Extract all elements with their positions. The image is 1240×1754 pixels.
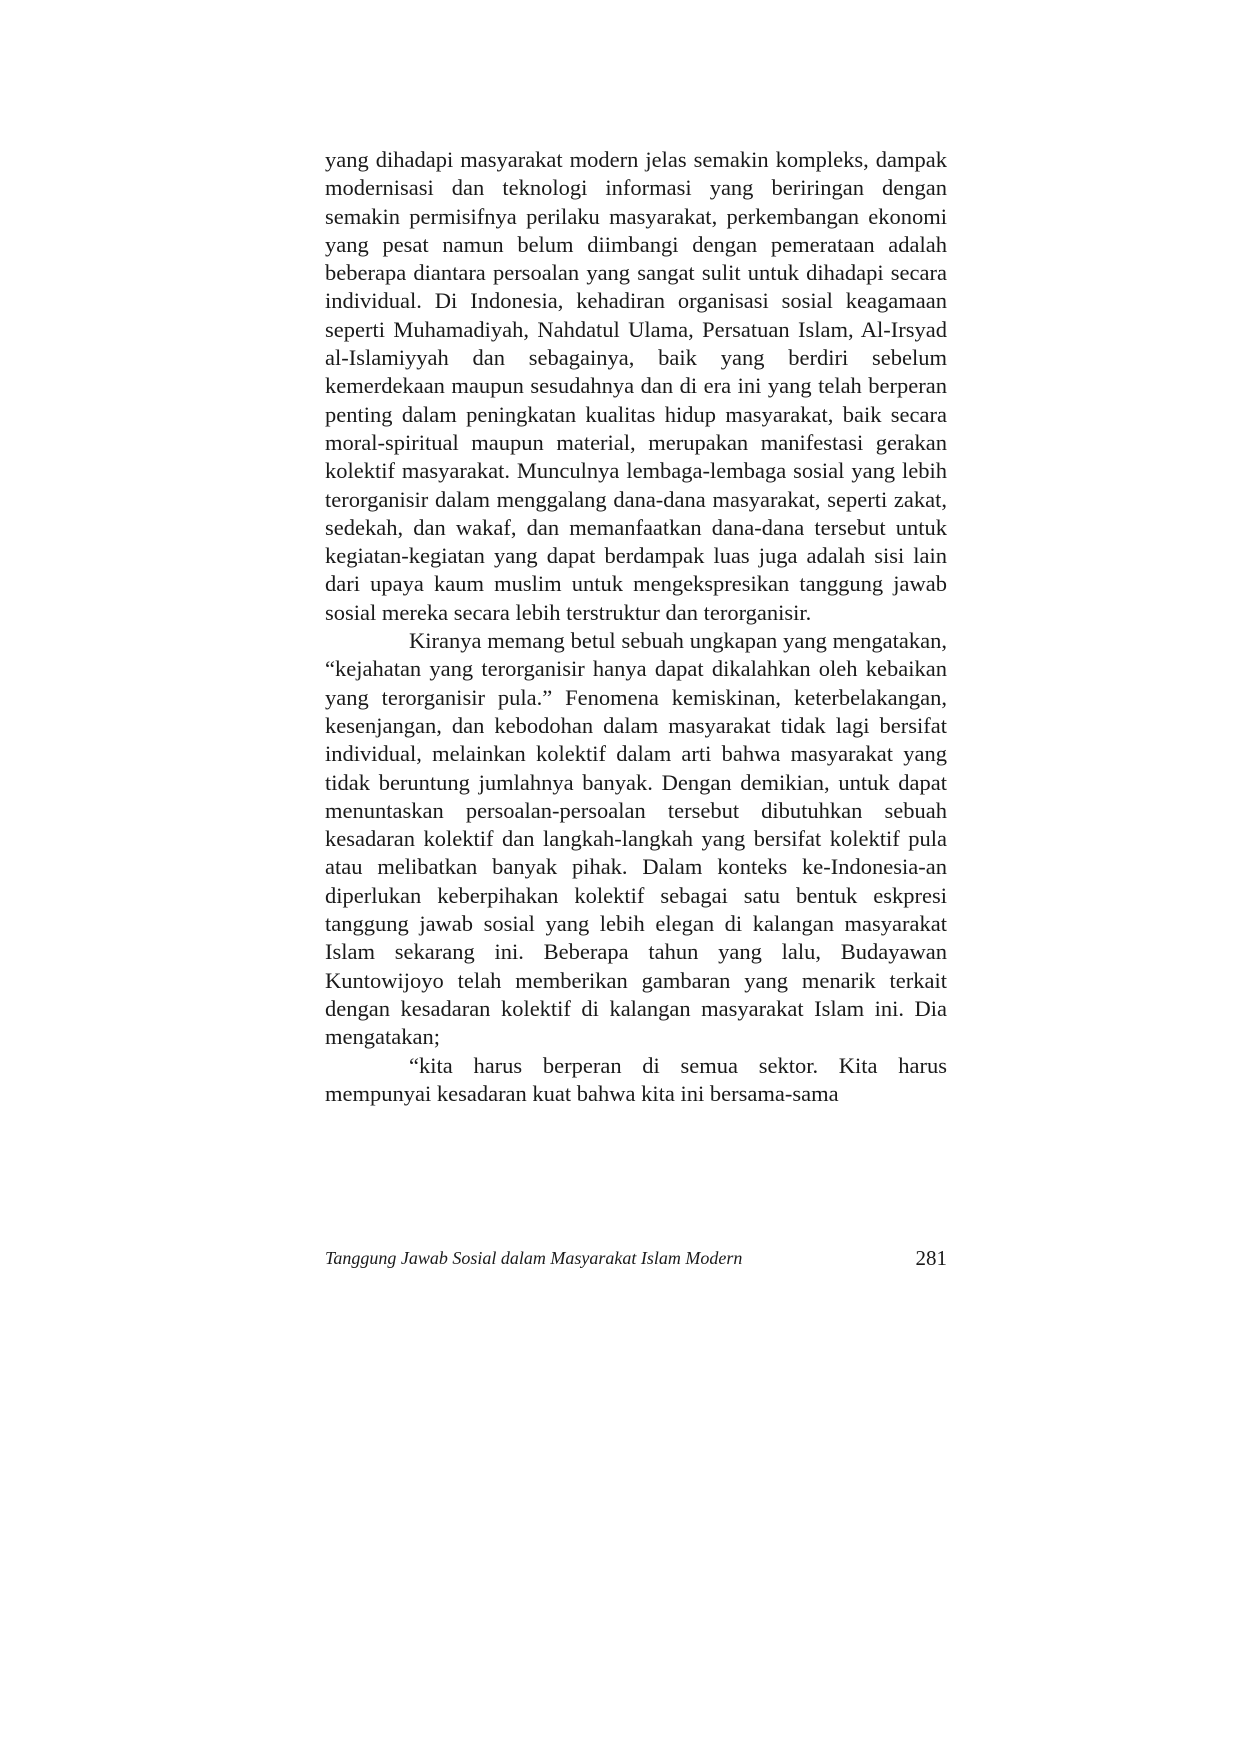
paragraph-kiranya: Kiranya memang betul sebuah ungkapan yang mengatakan, “kejahatan yang terorganisir hanya dapat dikalahkan oleh kebaikan yang terorganisir pula.” Fenomena kemiskinan, keterbelakangan, kesenjangan, dan kebodohan dalam masyarakat tidak lagi bersifat individual, melainkan kolektif dalam arti bahwa masyarakat yang tidak beruntung jumlahnya banyak. Dengan demikian, untuk dapat menuntaskan persoalan-persoalan tersebut dibutuhkan sebuah kesadaran kolektif dan langkah-langkah yang bersifat kolektif pula atau melibatkan banyak pihak. Dalam konteks ke-Indonesia-an diperlukan keberpihakan kolektif sebagai satu bentuk eskpresi tanggung jawab sosial yang lebih elegan di kalangan masyarakat Islam sekarang ini. Beberapa tahun yang lalu, Budayawan Kuntowijoyo telah memberikan gambaran yang menarik terkait dengan kesadaran kolektif di kalangan masyarakat Islam ini. Dia mengatakan;: [325, 628, 947, 1050]
paragraph-quote: “kita harus berperan di semua sektor. Kita harus mempunyai kesadaran kuat bahwa kita ini bersama-sama: [325, 1052, 947, 1106]
page-number: 281: [915, 1246, 947, 1270]
page-footer: [325, 1244, 947, 1272]
paragraph-continuation: yang dihadapi masyarakat modern jelas semakin kompleks, dampak modernisasi dan teknologi informasi yang beriringan dengan semakin permisifnya perilaku masyarakat, perkembangan ekonomi yang pesat namun belum diimbangi dengan pemerataan adalah beberapa diantara persoalan yang sangat sulit untuk dihadapi secara individual. Di Indonesia, kehadiran organisasi sosial keagamaan seperti Muhamadiyah, Nahdatul Ulama, Persatuan Islam, Al-Irsyad al-Islamiyyah dan sebagainya, baik yang berdiri sebelum kemerdekaan maupun sesudahnya dan di era ini yang telah berperan penting dalam peningkatan kualitas hidup masyarakat, baik secara moral-spiritual maupun material, merupakan manifestasi gerakan kolektif masyarakat. Munculnya lembaga-lembaga sosial yang lebih terorganisir dalam menggalang dana-dana masyarakat, seperti zakat, sedekah, dan wakaf, dan memanfaatkan dana-dana tersebut untuk kegiatan-kegiatan yang dapat berdampak luas juga adalah sisi lain dari upaya kaum muslim untuk mengekspresikan tanggung jawab sosial mereka secara lebih terstruktur dan terorganisir.: [325, 147, 947, 625]
body-text: [325, 146, 947, 1108]
running-title: Tanggung Jawab Sosial dalam Masyarakat Islam Modern: [325, 1248, 743, 1268]
